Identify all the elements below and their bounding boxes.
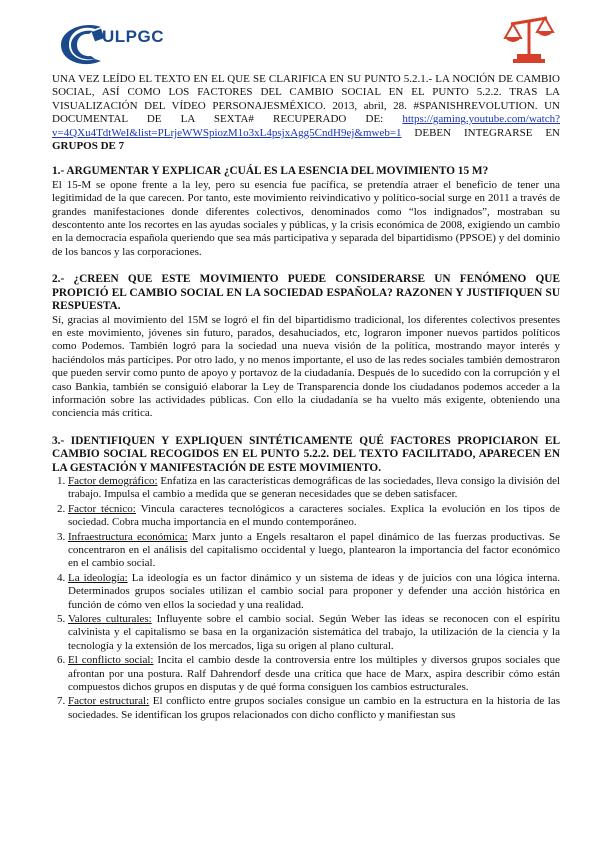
factor-text: Incita el cambio desde la controversia entre los múltiples y diversos grupos sociales que afrontan por una postura. Ralf Dahrendorf desde una crítica que hace de Marx, aspira describir cómo están compuestos dichos grupos en disputas y de qué forma consiguen los cambios estructurales. [68, 654, 560, 694]
factor-text: Marx junto a Engels resaltaron el papel dinámico de las fuerzas productivas. Se concentraron en el análisis del capitalismo occidental y luego, plantearon la importancia del factor económico en el cambio social. [68, 530, 561, 570]
factor-title: Factor estructural: [68, 695, 150, 708]
answer-1: El 15-M se opone frente a la ley, pero su esencia fue pacífica, se pretendía atraer el beneficio de tener una legitimidad de la que carecen. Por tanto, este movimiento reivindicativo y político-social surge en 2011 a través de grandes manifestaciones donde diferentes colectivos, denominados como “los indignados”, mostraban su descontento ante los recortes en las ayudas sociales y públicas, y la crisis económica de 2008, exigiendo un cambio en la democracia española queriendo que sea más participativa y separada del bipartidismo (PPSOE) y del dominio de los bancos y las corporaciones. [52, 178, 560, 258]
document-body [52, 73, 560, 723]
factor-text: Influyente sobre el cambio social. Según Weber las ideas se reconocen con el espíritu calvinista y el capitalismo se basa en la organización sistemática del trabajo, la utilización de la ciencia y la tecnología y la extensión de los mercados, liga su origen al plano cultural. [68, 613, 560, 652]
factor-text: Vincula caracteres tecnológicos a caracteres sociales. Explica la evolución en los tipos de sociedad. Cobra mucha importancia en el mundo contemporáneo. [68, 502, 560, 529]
university-name: ULPGC [102, 27, 164, 46]
factor-title: Valores culturales: [68, 613, 152, 626]
groups-label: GRUPOS DE 7 [52, 140, 125, 153]
question-1: 1.- ARGUMENTAR Y EXPLICAR ¿CUÁL ES LA ESENCIA DEL MOVIMIENTO 15 M? [52, 165, 489, 178]
factor-text: Enfatiza en las características demográficas de las sociedades, lleva consigo la división del trabajo. Impulsa el cambio a medida que se generan necesidades que se deben satisfacer. [68, 474, 561, 501]
factors-list [52, 475, 560, 722]
factor-title: Factor demográfico: [68, 474, 158, 487]
factor-text: La ideología es un factor dinámico y un sistema de ideas y de juicios con una lógica interna. Determinados grupos sociales utilizan el cambio social para proponer y defender una acción histórica en función de cómo ven ellos la sociedad y una realidad. [68, 571, 560, 611]
list-item [68, 613, 560, 653]
list-item [68, 654, 560, 694]
video-link[interactable]: https://gaming.youtube.com/watch?v=4QXu4TdtWeI&list=PLrjeWWSpiozM1o3xL4psjxAgg5CndH9ej&mweb=1 [52, 113, 560, 139]
list-item [68, 503, 560, 530]
answer-2: Sí, gracias al movimiento del 15M se logró el fin del bipartidismo tradicional, los diferentes colectivos presentes en este movimiento, jóvenes sin futuro, parados, desahuciados, etc, lograron imponer nuevos partidos políticos como Podemos. También logró para la sociedad una nueva visión de la política, mostrando mayor interés y haciéndolos más partícipes. Por otro lado, y no menos importante, el uso de las redes sociales también demostraron que pueden servir como punto de apoyo y portavoz de la ciudadanía. Después de lo sucedido con la corrupción y el caso Bankia, también se consiguió elaborar la Ley de Transparencia donde los ciudadanos podemos acceder a la información sobre las actividades públicas. Con ello la ciudadanía se ha vuelto más exigente, obteniendo una conciencia más crítica. [52, 313, 560, 420]
list-item [68, 475, 560, 502]
scales-of-justice-icon [503, 14, 555, 64]
factor-title: El conflicto social: [68, 654, 154, 667]
factor-title: Infraestructura económica: [68, 530, 188, 543]
list-item [68, 695, 560, 722]
factor-title: Factor técnico: [68, 502, 136, 515]
factor-title: La ideología: [68, 571, 128, 584]
intro-text: UNA VEZ LEÍDO EL TEXTO EN EL QUE SE CLARIFICA EN SU PUNTO 5.2.1.- LA NOCIÓN DE CAMBIO SOCIAL, ASÍ COMO LOS FACTORES DEL CAMBIO SOCIAL EN EL PUNTO 5.2.2. TRAS LA VISUALIZACIÓN DEL VÍDEO PERSONAJESMÉXICO. 2013, abril, 28. #SPANISHREVOLUTION. UN DOCUMENTAL DE LA SEXTA# RECUPERADO DE: [52, 73, 560, 126]
question-2: 2.- ¿CREEN QUE ESTE MOVIMIENTO PUEDE CONSIDERARSE UN FENÓMENO QUE PROPICIÓ EL CAMBIO SOCIAL EN LA SOCIEDAD ESPAÑOLA? RAZONEN Y JUSTIFIQUEN SU RESPUESTA. [52, 273, 560, 313]
list-item [68, 531, 560, 571]
question-3: 3.- IDENTIFIQUEN Y EXPLIQUEN SINTÉTICAMENTE QUÉ FACTORES PROPICIARON EL CAMBIO SOCIAL RECOGIDOS EN EL PUNTO 5.2.2. DEL TEXTO FACILITADO, APARECEN EN LA GESTACIÓN Y MANIFESTACIÓN DE ESTE MOVIMIENTO. [52, 434, 560, 474]
assignment-intro [52, 73, 560, 153]
intro-tail: DEBEN INTEGRARSE EN [401, 126, 560, 139]
factor-text: El conflicto entre grupos sociales consigue un cambio en la estructura en la historia de las sociedades. Se identifican los grupos relacionados con dicho conflicto y manifiestan sus [68, 695, 560, 721]
list-item [68, 572, 560, 612]
page-header [0, 0, 600, 80]
